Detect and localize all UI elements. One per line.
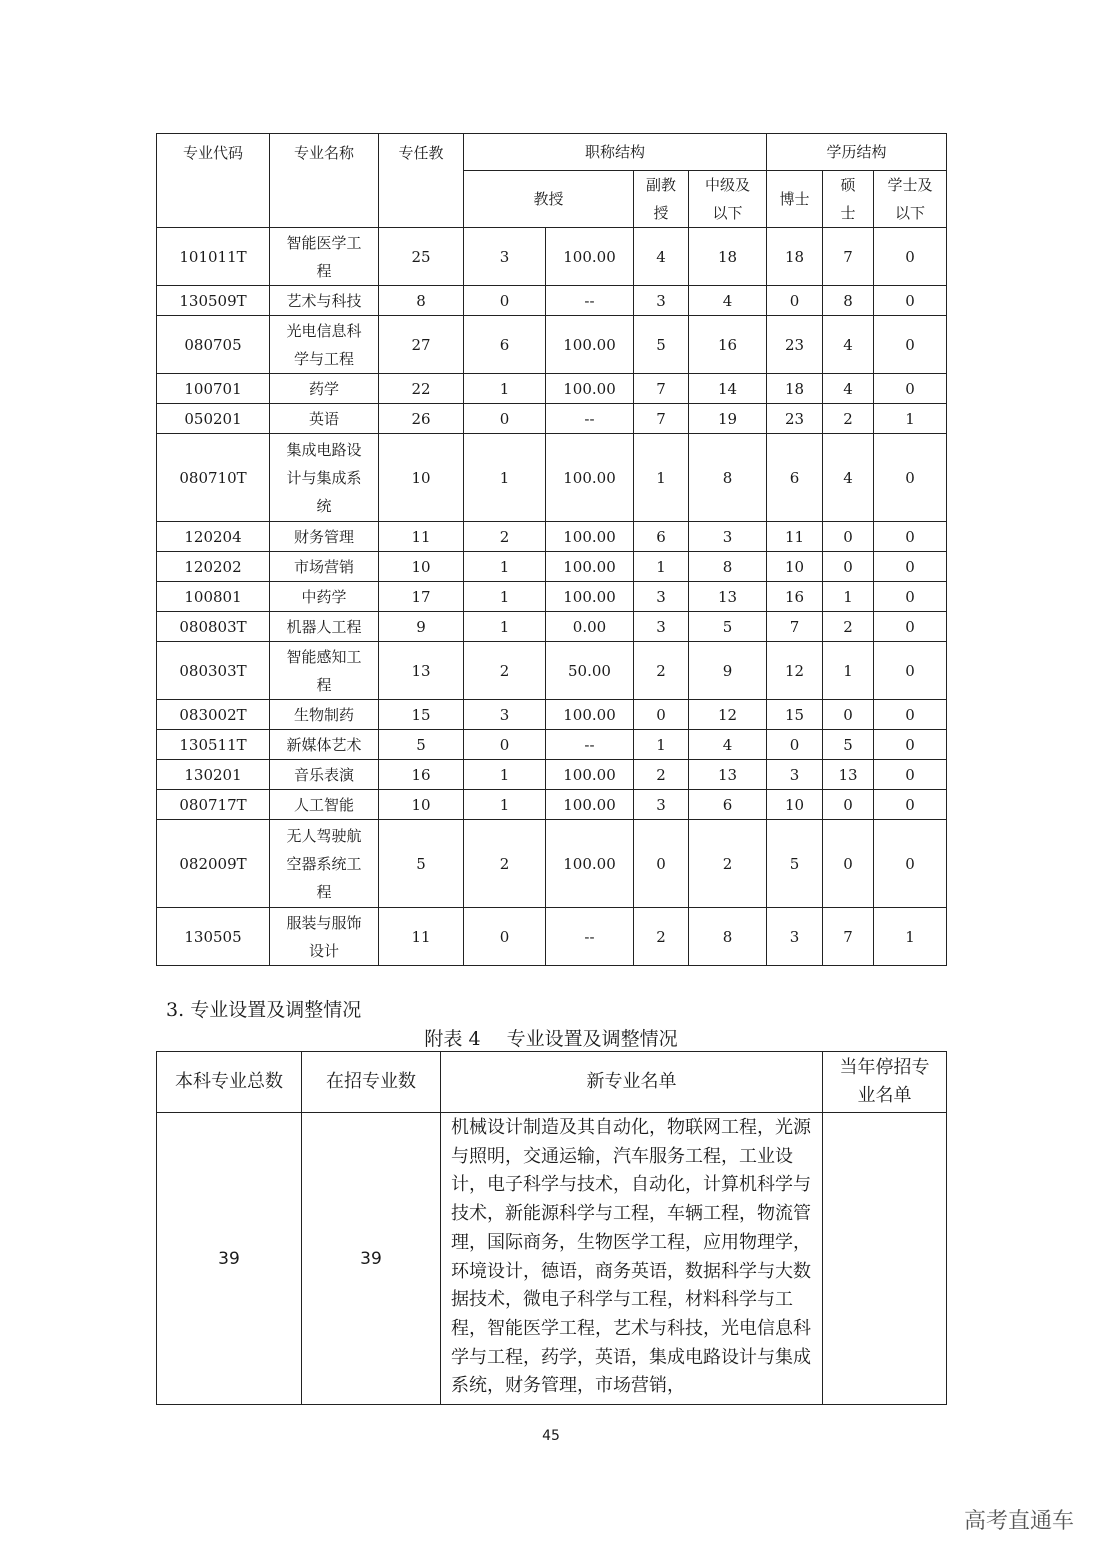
cell-doctor: 15: [767, 700, 823, 730]
cell-fulltime: 8: [379, 286, 464, 316]
cell-professor-count: 2: [464, 522, 546, 552]
cell-intermediate: 4: [689, 730, 767, 760]
header-intermediate: 中级及 以下: [689, 171, 767, 228]
cell-doctor: 18: [767, 228, 823, 286]
cell-intermediate: 6: [689, 790, 767, 820]
header-enrolling-programs: 在招专业数: [302, 1052, 441, 1113]
cell-intermediate: 4: [689, 286, 767, 316]
cell-professor-count: 2: [464, 820, 546, 908]
cell-code: 050201: [157, 404, 270, 434]
table4-caption-title: 专业设置及调整情况: [506, 1028, 678, 1050]
table-row: [157, 730, 947, 760]
cell-associate-professor: 0: [634, 820, 689, 908]
cell-intermediate: 8: [689, 908, 767, 966]
cell-code: 130511T: [157, 730, 270, 760]
cell-bachelor: 0: [874, 552, 947, 582]
cell-associate-professor: 7: [634, 374, 689, 404]
cell-professor-count: 3: [464, 700, 546, 730]
table-row: [157, 790, 947, 820]
cell-professor-count: 2: [464, 642, 546, 700]
cell-professor-count: 1: [464, 434, 546, 522]
cell-fulltime: 9: [379, 612, 464, 642]
faculty-table-body: [157, 228, 947, 966]
cell-intermediate: 5: [689, 612, 767, 642]
cell-name: 音乐表演: [270, 760, 379, 790]
cell-professor-count: 1: [464, 760, 546, 790]
cell-doctor: 5: [767, 820, 823, 908]
cell-code: 080717T: [157, 790, 270, 820]
cell-intermediate: 8: [689, 434, 767, 522]
cell-doctor: 18: [767, 374, 823, 404]
cell-fulltime: 27: [379, 316, 464, 374]
cell-master: 8: [823, 286, 874, 316]
cell-name: 光电信息科 学与工程: [270, 316, 379, 374]
cell-code: 120202: [157, 552, 270, 582]
cell-professor-count: 1: [464, 374, 546, 404]
cell-professor-percent: 100.00: [546, 522, 634, 552]
cell-master: 0: [823, 552, 874, 582]
table-row: [157, 700, 947, 730]
cell-code: 130201: [157, 760, 270, 790]
cell-doctor: 6: [767, 434, 823, 522]
cell-associate-professor: 3: [634, 286, 689, 316]
cell-doctor: 10: [767, 552, 823, 582]
cell-professor-count: 1: [464, 552, 546, 582]
cell-name: 智能医学工 程: [270, 228, 379, 286]
cell-associate-professor: 1: [634, 730, 689, 760]
cell-professor-percent: --: [546, 730, 634, 760]
cell-code: 120204: [157, 522, 270, 552]
cell-professor-count: 1: [464, 582, 546, 612]
cell-professor-count: 1: [464, 790, 546, 820]
header-code: 专业代码: [157, 134, 270, 228]
cell-code: 130505: [157, 908, 270, 966]
cell-professor-count: 0: [464, 908, 546, 966]
cell-fulltime: 16: [379, 760, 464, 790]
cell-associate-professor: 7: [634, 404, 689, 434]
cell-associate-professor: 1: [634, 552, 689, 582]
cell-name: 集成电路设 计与集成系 统: [270, 434, 379, 522]
cell-fulltime: 25: [379, 228, 464, 286]
cell-associate-professor: 1: [634, 434, 689, 522]
cell-doctor: 0: [767, 730, 823, 760]
section-heading: [166, 995, 361, 1022]
cell-professor-count: 0: [464, 404, 546, 434]
cell-doctor: 16: [767, 582, 823, 612]
cell-bachelor: 0: [874, 642, 947, 700]
cell-doctor: 23: [767, 404, 823, 434]
cell-code: 080303T: [157, 642, 270, 700]
table-row: [157, 316, 947, 374]
cell-intermediate: 3: [689, 522, 767, 552]
table4-caption: [156, 1024, 946, 1051]
table-row: [157, 522, 947, 552]
cell-code: 082009T: [157, 820, 270, 908]
table-row: [157, 552, 947, 582]
cell-professor-percent: 100.00: [546, 374, 634, 404]
cell-master: 7: [823, 908, 874, 966]
cell-fulltime: 10: [379, 552, 464, 582]
cell-fulltime: 15: [379, 700, 464, 730]
cell-bachelor: 0: [874, 820, 947, 908]
header-associate-professor: 副教 授: [634, 171, 689, 228]
header-bachelor: 学士及 以下: [874, 171, 947, 228]
cell-code: 080705: [157, 316, 270, 374]
cell-doctor: 11: [767, 522, 823, 552]
total-programs-value: 39: [157, 1113, 302, 1405]
cell-master: 2: [823, 612, 874, 642]
cell-name: 艺术与科技: [270, 286, 379, 316]
cell-intermediate: 2: [689, 820, 767, 908]
cell-bachelor: 0: [874, 612, 947, 642]
cell-master: 2: [823, 404, 874, 434]
table-row: [157, 434, 947, 522]
cell-professor-percent: 100.00: [546, 316, 634, 374]
table-row: [157, 612, 947, 642]
cell-fulltime: 10: [379, 790, 464, 820]
section-title: 专业设置及调整情况: [190, 999, 362, 1021]
cell-fulltime: 13: [379, 642, 464, 700]
cell-intermediate: 13: [689, 760, 767, 790]
cell-professor-percent: 100.00: [546, 700, 634, 730]
cell-bachelor: 1: [874, 404, 947, 434]
table-row: [157, 228, 947, 286]
cell-code: 083002T: [157, 700, 270, 730]
cell-name: 中药学: [270, 582, 379, 612]
cell-fulltime: 11: [379, 522, 464, 552]
cell-master: 4: [823, 316, 874, 374]
cell-associate-professor: 3: [634, 582, 689, 612]
cell-professor-percent: 100.00: [546, 552, 634, 582]
header-stopped-programs: 当年停招专 业名单: [823, 1052, 947, 1113]
cell-doctor: 3: [767, 908, 823, 966]
stopped-programs-value: [823, 1113, 947, 1405]
enrolling-programs-value: 39: [302, 1113, 441, 1405]
cell-doctor: 0: [767, 286, 823, 316]
header-title-structure: 职称结构: [464, 134, 767, 171]
table-row: [157, 404, 947, 434]
cell-intermediate: 16: [689, 316, 767, 374]
cell-intermediate: 18: [689, 228, 767, 286]
cell-name: 服装与服饰 设计: [270, 908, 379, 966]
cell-bachelor: 0: [874, 730, 947, 760]
header-master: 硕 士: [823, 171, 874, 228]
cell-code: 100701: [157, 374, 270, 404]
cell-professor-count: 1: [464, 612, 546, 642]
table4-caption-number: 附表 4: [424, 1028, 481, 1050]
cell-associate-professor: 4: [634, 228, 689, 286]
cell-master: 0: [823, 522, 874, 552]
cell-professor-percent: --: [546, 908, 634, 966]
header-professor: 教授: [464, 171, 634, 228]
cell-name: 财务管理: [270, 522, 379, 552]
cell-fulltime: 17: [379, 582, 464, 612]
cell-doctor: 10: [767, 790, 823, 820]
cell-associate-professor: 6: [634, 522, 689, 552]
cell-master: 1: [823, 642, 874, 700]
cell-doctor: 23: [767, 316, 823, 374]
cell-master: 0: [823, 790, 874, 820]
cell-associate-professor: 2: [634, 760, 689, 790]
cell-professor-count: 6: [464, 316, 546, 374]
header-doctor: 博士: [767, 171, 823, 228]
cell-bachelor: 0: [874, 522, 947, 552]
cell-fulltime: 5: [379, 730, 464, 760]
cell-bachelor: 0: [874, 286, 947, 316]
cell-fulltime: 10: [379, 434, 464, 522]
table-row: [157, 760, 947, 790]
cell-intermediate: 9: [689, 642, 767, 700]
cell-intermediate: 12: [689, 700, 767, 730]
program-setup-table: [156, 1051, 947, 1405]
cell-bachelor: 0: [874, 316, 947, 374]
cell-professor-count: 0: [464, 730, 546, 760]
table-row: [157, 642, 947, 700]
cell-master: 13: [823, 760, 874, 790]
cell-master: 0: [823, 700, 874, 730]
cell-professor-percent: 100.00: [546, 228, 634, 286]
cell-code: 080710T: [157, 434, 270, 522]
cell-intermediate: 13: [689, 582, 767, 612]
cell-name: 无人驾驶航 空器系统工 程: [270, 820, 379, 908]
cell-name: 生物制药: [270, 700, 379, 730]
cell-name: 英语: [270, 404, 379, 434]
cell-associate-professor: 0: [634, 700, 689, 730]
cell-intermediate: 8: [689, 552, 767, 582]
cell-professor-percent: 100.00: [546, 434, 634, 522]
cell-fulltime: 11: [379, 908, 464, 966]
cell-associate-professor: 2: [634, 642, 689, 700]
cell-bachelor: 0: [874, 582, 947, 612]
cell-associate-professor: 3: [634, 790, 689, 820]
new-programs-cell: [441, 1113, 823, 1405]
header-total-programs: 本科专业总数: [157, 1052, 302, 1113]
cell-bachelor: 1: [874, 908, 947, 966]
cell-doctor: 3: [767, 760, 823, 790]
header-name: 专业名称: [270, 134, 379, 228]
cell-master: 4: [823, 434, 874, 522]
cell-fulltime: 5: [379, 820, 464, 908]
cell-code: 080803T: [157, 612, 270, 642]
cell-professor-percent: 0.00: [546, 612, 634, 642]
cell-professor-percent: --: [546, 404, 634, 434]
new-programs-list: 机械设计制造及其自动化，物联网工程，光源与照明，交通运输，汽车服务工程，工业设计，电子科学与技术，自动化，计算机科学与技术，新能源科学与工程，车辆工程，物流管理，国际商务，生物医学工程，应用物理学，环境设计，德语，商务英语，数据科学与大数据技术，微电子科学与工程，材料科学与工程，智能医学工程，艺术与科技，光电信息科学与工程，药学，英语，集成电路设计与集成系统，财务管理，市场营销，: [451, 1117, 811, 1397]
cell-code: 130509T: [157, 286, 270, 316]
cell-professor-count: 3: [464, 228, 546, 286]
cell-name: 智能感知工 程: [270, 642, 379, 700]
section-number: 3.: [166, 999, 185, 1021]
cell-associate-professor: 5: [634, 316, 689, 374]
cell-master: 0: [823, 820, 874, 908]
header-education-structure: 学历结构: [767, 134, 947, 171]
cell-professor-percent: 100.00: [546, 760, 634, 790]
page-number: 45: [542, 1428, 560, 1444]
cell-name: 新媒体艺术: [270, 730, 379, 760]
cell-code: 101011T: [157, 228, 270, 286]
cell-name: 药学: [270, 374, 379, 404]
header-new-programs: 新专业名单: [441, 1052, 823, 1113]
cell-name: 人工智能: [270, 790, 379, 820]
cell-bachelor: 0: [874, 700, 947, 730]
cell-professor-percent: 50.00: [546, 642, 634, 700]
cell-associate-professor: 3: [634, 612, 689, 642]
cell-bachelor: 0: [874, 228, 947, 286]
table-row: [157, 820, 947, 908]
cell-professor-percent: 100.00: [546, 582, 634, 612]
watermark: 高考直通车: [963, 1509, 1074, 1534]
cell-master: 4: [823, 374, 874, 404]
table-row: [157, 908, 947, 966]
cell-doctor: 12: [767, 642, 823, 700]
cell-fulltime: 22: [379, 374, 464, 404]
cell-master: 7: [823, 228, 874, 286]
cell-bachelor: 0: [874, 374, 947, 404]
cell-doctor: 7: [767, 612, 823, 642]
header-fulltime-label: 专任教: [398, 144, 444, 162]
faculty-structure-table: [156, 133, 947, 966]
table-row: [157, 374, 947, 404]
cell-intermediate: 19: [689, 404, 767, 434]
cell-master: 5: [823, 730, 874, 760]
cell-name: 机器人工程: [270, 612, 379, 642]
cell-fulltime: 26: [379, 404, 464, 434]
cell-bachelor: 0: [874, 790, 947, 820]
cell-name: 市场营销: [270, 552, 379, 582]
cell-professor-percent: --: [546, 286, 634, 316]
header-fulltime-teachers: [379, 134, 464, 228]
cell-bachelor: 0: [874, 434, 947, 522]
table-row: [157, 582, 947, 612]
cell-professor-percent: 100.00: [546, 820, 634, 908]
cell-professor-count: 0: [464, 286, 546, 316]
cell-associate-professor: 2: [634, 908, 689, 966]
cell-master: 1: [823, 582, 874, 612]
cell-intermediate: 14: [689, 374, 767, 404]
cell-code: 100801: [157, 582, 270, 612]
table-row: [157, 286, 947, 316]
cell-professor-percent: 100.00: [546, 790, 634, 820]
cell-bachelor: 0: [874, 760, 947, 790]
